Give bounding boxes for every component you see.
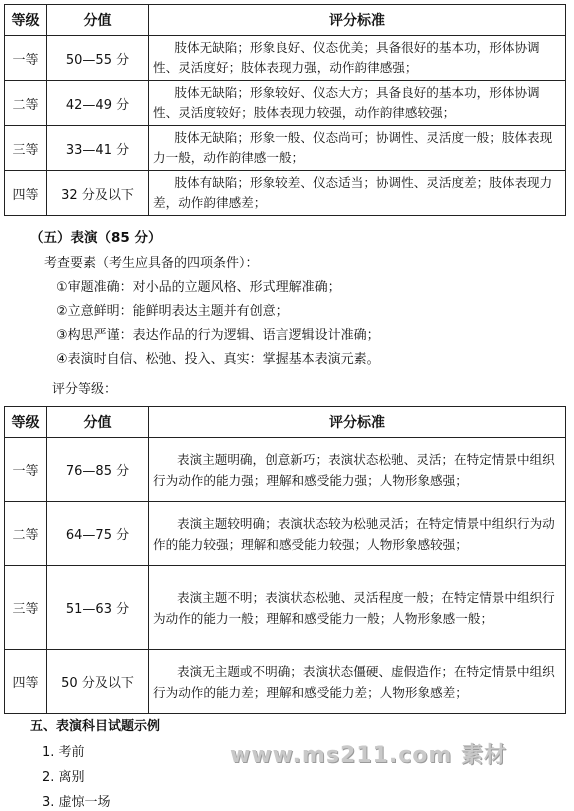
grading-table-1 bbox=[4, 4, 566, 216]
criteria-cell: 肢体无缺陷；形象良好、仪态优美；具备很好的基本功，形体协调性、灵活度好；肢体表现力强，动作韵律感强； bbox=[149, 36, 566, 81]
grading-table-2 bbox=[4, 406, 566, 714]
score-cell: 50 分及以下 bbox=[47, 650, 149, 714]
table-row bbox=[5, 81, 566, 126]
score-cell: 51—63 分 bbox=[47, 566, 149, 650]
criteria-cell: 表演主题明确，创意新巧；表演状态松驰、灵活；在特定情景中组织行为动作的能力强；理解和感受能力强；人物形象感强； bbox=[149, 438, 566, 502]
score-cell: 64—75 分 bbox=[47, 502, 149, 566]
table-header-row bbox=[5, 5, 566, 36]
header-criteria: 评分标准 bbox=[149, 5, 566, 36]
criteria-cell: 肢体无缺陷；形象较好、仪态大方；具备良好的基本功，形体协调性、灵活度较好；肢体表现力较强，动作韵律感较强； bbox=[149, 81, 566, 126]
header-score: 分值 bbox=[47, 5, 149, 36]
header-grade: 等级 bbox=[5, 5, 47, 36]
list-item: ④表演时自信、松弛、投入、真实：掌握基本表演元素。 bbox=[56, 352, 380, 367]
criteria-cell: 表演无主题或不明确；表演状态僵硬、虚假造作；在特定情景中组织行为动作的能力差；理解和感受能力差；人物形象感差； bbox=[149, 650, 566, 714]
table-row bbox=[5, 438, 566, 502]
grading-label: 评分等级： bbox=[52, 382, 118, 397]
criteria-cell: 肢体无缺陷；形象一般、仪态尚可；协调性、灵活度一般；肢体表现力一般，动作韵律感一般； bbox=[149, 126, 566, 171]
section-intro: 考查要素（考生应具备的四项条件）： bbox=[44, 256, 259, 271]
score-cell: 42—49 分 bbox=[47, 81, 149, 126]
table-header-row bbox=[5, 407, 566, 438]
header-criteria: 评分标准 bbox=[149, 407, 566, 438]
header-grade: 等级 bbox=[5, 407, 47, 438]
grade-cell: 一等 bbox=[5, 438, 47, 502]
list-item: ②立意鲜明：能鲜明表达主题并有创意； bbox=[56, 304, 289, 319]
grade-cell: 三等 bbox=[5, 126, 47, 171]
criteria-cell: 表演主题较明确；表演状态较为松驰灵活；在特定情景中组织行为动作的能力较强；理解和感受能力较强；人物形象感较强； bbox=[149, 502, 566, 566]
table-row bbox=[5, 566, 566, 650]
score-cell: 76—85 分 bbox=[47, 438, 149, 502]
criteria-cell: 表演主题不明；表演状态松驰、灵活程度一般；在特定情景中组织行为动作的能力一般；理解和感受能力一般；人物形象感一般； bbox=[149, 566, 566, 650]
score-cell: 32 分及以下 bbox=[47, 171, 149, 216]
list-item: 3. 虚惊一场 bbox=[42, 795, 111, 810]
list-item: 1. 考前 bbox=[42, 745, 85, 760]
table-row bbox=[5, 171, 566, 216]
score-cell: 50—55 分 bbox=[47, 36, 149, 81]
grade-cell: 四等 bbox=[5, 171, 47, 216]
table-row bbox=[5, 36, 566, 81]
examples-title: 五、表演科目试题示例 bbox=[30, 719, 161, 734]
score-cell: 33—41 分 bbox=[47, 126, 149, 171]
table-row bbox=[5, 126, 566, 171]
watermark: www.ms211.com 素材 bbox=[230, 743, 507, 768]
grade-cell: 二等 bbox=[5, 502, 47, 566]
criteria-cell: 肢体有缺陷；形象较差、仪态适当；协调性、灵活度差；肢体表现力差，动作韵律感差； bbox=[149, 171, 566, 216]
table-row bbox=[5, 650, 566, 714]
grade-cell: 一等 bbox=[5, 36, 47, 81]
list-item: ③构思严谨：表达作品的行为逻辑、语言逻辑设计准确； bbox=[56, 328, 380, 343]
list-item: ①审题准确：对小品的立题风格、形式理解准确； bbox=[56, 280, 341, 295]
section-title: （五）表演（85 分） bbox=[30, 230, 162, 246]
grade-cell: 二等 bbox=[5, 81, 47, 126]
header-score: 分值 bbox=[47, 407, 149, 438]
grade-cell: 四等 bbox=[5, 650, 47, 714]
table-row bbox=[5, 502, 566, 566]
grade-cell: 三等 bbox=[5, 566, 47, 650]
list-item: 2. 离别 bbox=[42, 770, 85, 785]
